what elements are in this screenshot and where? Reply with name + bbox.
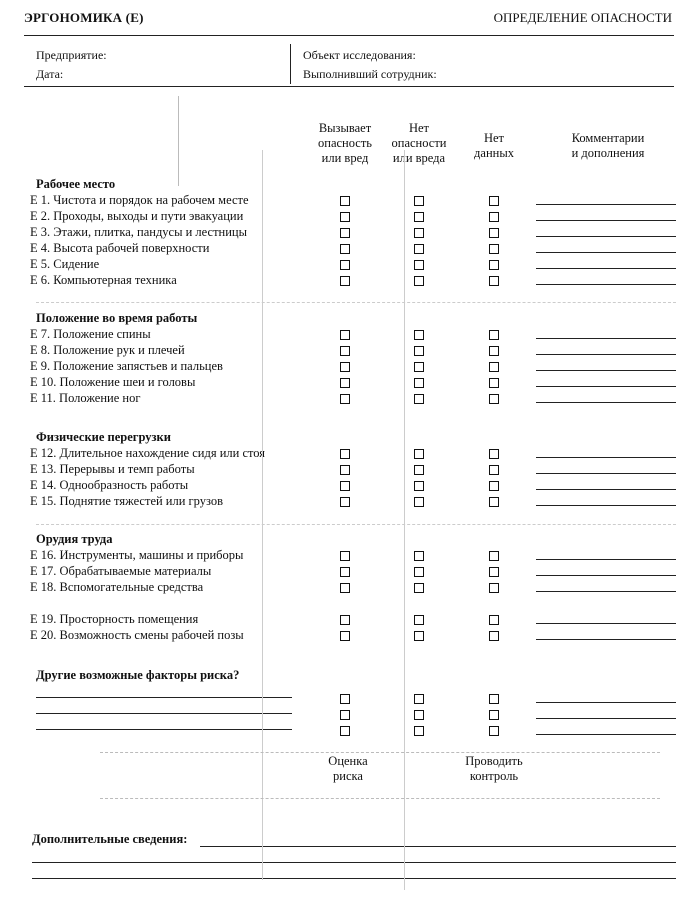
comment-line[interactable]: [536, 505, 676, 506]
additional-info-line-1[interactable]: [200, 846, 676, 847]
comment-line[interactable]: [536, 386, 676, 387]
meta-bottom-divider: [24, 86, 674, 87]
comment-line[interactable]: [536, 402, 676, 403]
column-header-comments: Комментарии и дополнения: [571, 131, 645, 160]
comment-line[interactable]: [536, 489, 676, 490]
no-hazard-checkbox[interactable]: [414, 260, 424, 270]
no-hazard-checkbox[interactable]: [414, 276, 424, 286]
section-title-tools: Орудия труда: [36, 532, 113, 546]
row-label-e4: E 4. Высота рабочей поверхности: [30, 241, 210, 255]
row-label-e7: E 7. Положение спины: [30, 327, 151, 341]
no-hazard-checkbox[interactable]: [414, 212, 424, 222]
comment-line[interactable]: [536, 718, 676, 719]
row-label-e15: E 15. Поднятие тяжестей или грузов: [30, 494, 224, 508]
row-label-e19: E 19. Просторность помещения: [30, 612, 199, 626]
scan-artifact: [404, 150, 405, 890]
scan-artifact: [100, 752, 660, 753]
hazard-checkbox[interactable]: [340, 330, 350, 340]
hazard-checkbox[interactable]: [340, 726, 350, 736]
no-data-checkbox[interactable]: [489, 694, 499, 704]
hazard-checkbox[interactable]: [340, 583, 350, 593]
hazard-checkbox[interactable]: [340, 567, 350, 577]
no-data-checkbox[interactable]: [489, 330, 499, 340]
hazard-checkbox[interactable]: [340, 710, 350, 720]
other-risks-title: Другие возможные факторы риска?: [36, 668, 240, 682]
comment-line[interactable]: [536, 370, 676, 371]
row-label-e12: E 12. Длительное нахождение сидя или стоя: [30, 446, 266, 460]
other-risk-line-3[interactable]: [36, 729, 292, 730]
comment-line[interactable]: [536, 559, 676, 560]
row-label-e16: E 16. Инструменты, машины и приборы: [30, 548, 244, 562]
row-label-e6: E 6. Компьютерная техника: [30, 273, 177, 287]
no-data-checkbox[interactable]: [489, 394, 499, 404]
no-hazard-checkbox[interactable]: [414, 362, 424, 372]
row-label-e18: E 18. Вспомогательные средства: [30, 580, 204, 594]
no-data-checkbox[interactable]: [489, 346, 499, 356]
no-data-checkbox[interactable]: [489, 276, 499, 286]
no-hazard-checkbox[interactable]: [414, 567, 424, 577]
no-hazard-checkbox[interactable]: [414, 583, 424, 593]
row-label-e10: E 10. Положение шеи и головы: [30, 375, 196, 389]
header-divider: [24, 35, 674, 36]
comment-line[interactable]: [536, 575, 676, 576]
no-hazard-checkbox[interactable]: [414, 726, 424, 736]
no-hazard-checkbox[interactable]: [414, 694, 424, 704]
hazard-checkbox[interactable]: [340, 394, 350, 404]
control-header: Проводить контроль: [465, 754, 523, 783]
hazard-checkbox[interactable]: [340, 260, 350, 270]
scan-artifact: [36, 524, 676, 525]
column-header-hazard: Вызывает опасность или вред: [318, 121, 372, 165]
form-title: ЭРГОНОМИКА (E): [24, 10, 144, 25]
no-data-checkbox[interactable]: [489, 378, 499, 388]
no-hazard-checkbox[interactable]: [414, 631, 424, 641]
row-label-e14: E 14. Однообразность работы: [30, 478, 189, 492]
no-hazard-checkbox[interactable]: [414, 465, 424, 475]
row-label-e1: E 1. Чистота и порядок на рабочем месте: [30, 193, 249, 207]
section-title-posture: Положение во время работы: [36, 311, 198, 325]
no-hazard-checkbox[interactable]: [414, 196, 424, 206]
hazard-checkbox[interactable]: [340, 346, 350, 356]
comment-line[interactable]: [536, 268, 676, 269]
no-data-checkbox[interactable]: [489, 196, 499, 206]
no-hazard-checkbox[interactable]: [414, 244, 424, 254]
object-label: Объект исследования:: [303, 48, 416, 62]
hazard-checkbox[interactable]: [340, 615, 350, 625]
comment-line[interactable]: [536, 702, 676, 703]
no-hazard-checkbox[interactable]: [414, 330, 424, 340]
other-risk-line-2[interactable]: [36, 713, 292, 714]
row-label-e11: E 11. Положение ног: [30, 391, 141, 405]
hazard-checkbox[interactable]: [340, 465, 350, 475]
employee-label: Выполнивший сотрудник:: [303, 67, 437, 81]
scan-artifact: [178, 96, 179, 186]
no-hazard-checkbox[interactable]: [414, 710, 424, 720]
row-label-e20: E 20. Возможность смены рабочей позы: [30, 628, 244, 642]
no-hazard-checkbox[interactable]: [414, 346, 424, 356]
no-data-checkbox[interactable]: [489, 567, 499, 577]
comment-line[interactable]: [536, 220, 676, 221]
row-label-e13: E 13. Перерывы и темп работы: [30, 462, 195, 476]
no-data-checkbox[interactable]: [489, 710, 499, 720]
hazard-checkbox[interactable]: [340, 378, 350, 388]
no-data-checkbox[interactable]: [489, 583, 499, 593]
no-hazard-checkbox[interactable]: [414, 615, 424, 625]
comment-line[interactable]: [536, 591, 676, 592]
hazard-checkbox[interactable]: [340, 449, 350, 459]
no-hazard-checkbox[interactable]: [414, 551, 424, 561]
scan-artifact: [36, 302, 676, 303]
hazard-checkbox[interactable]: [340, 362, 350, 372]
additional-info-line-2[interactable]: [32, 862, 676, 863]
no-data-checkbox[interactable]: [489, 726, 499, 736]
no-hazard-checkbox[interactable]: [414, 378, 424, 388]
scan-artifact: [262, 150, 263, 880]
no-data-checkbox[interactable]: [489, 481, 499, 491]
row-label-e17: E 17. Обрабатываемые материалы: [30, 564, 212, 578]
hazard-checkbox[interactable]: [340, 276, 350, 286]
additional-info-line-3[interactable]: [32, 878, 676, 879]
hazard-checkbox[interactable]: [340, 694, 350, 704]
comment-line[interactable]: [536, 354, 676, 355]
no-data-checkbox[interactable]: [489, 465, 499, 475]
no-data-checkbox[interactable]: [489, 631, 499, 641]
section-title-overload: Физические перегрузки: [36, 430, 171, 444]
comment-line[interactable]: [536, 473, 676, 474]
row-label-e8: E 8. Положение рук и плечей: [30, 343, 185, 357]
comment-line[interactable]: [536, 639, 676, 640]
section-title-workplace: Рабочее место: [36, 177, 116, 191]
no-data-checkbox[interactable]: [489, 497, 499, 507]
comment-line[interactable]: [536, 734, 676, 735]
no-data-checkbox[interactable]: [489, 615, 499, 625]
no-data-checkbox[interactable]: [489, 212, 499, 222]
comment-line[interactable]: [536, 204, 676, 205]
no-hazard-checkbox[interactable]: [414, 449, 424, 459]
additional-info-label: Дополнительные сведения:: [32, 832, 188, 846]
column-header-no-data: Нет данных: [474, 131, 514, 160]
hazard-checkbox[interactable]: [340, 212, 350, 222]
no-data-checkbox[interactable]: [489, 449, 499, 459]
date-label: Дата:: [36, 67, 64, 81]
comment-line[interactable]: [536, 338, 676, 339]
row-label-e3: E 3. Этажи, плитка, пандусы и лестницы: [30, 225, 248, 239]
form-subtitle: ОПРЕДЕЛЕНИЕ ОПАСНОСТИ: [493, 10, 672, 25]
comment-line[interactable]: [536, 457, 676, 458]
other-risk-line-1[interactable]: [36, 697, 292, 698]
row-label-e9: E 9. Положение запястьев и пальцев: [30, 359, 223, 373]
no-hazard-checkbox[interactable]: [414, 228, 424, 238]
hazard-checkbox[interactable]: [340, 497, 350, 507]
row-label-e2: E 2. Проходы, выходы и пути эвакуации: [30, 209, 244, 223]
comment-line[interactable]: [536, 236, 676, 237]
hazard-checkbox[interactable]: [340, 196, 350, 206]
no-data-checkbox[interactable]: [489, 260, 499, 270]
meta-divider: [290, 44, 291, 84]
enterprise-label: Предприятие:: [36, 48, 107, 62]
comment-line[interactable]: [536, 623, 676, 624]
no-data-checkbox[interactable]: [489, 228, 499, 238]
no-data-checkbox[interactable]: [489, 551, 499, 561]
no-hazard-checkbox[interactable]: [414, 394, 424, 404]
scan-artifact: [100, 798, 660, 799]
risk-assessment-header: Оценка риска: [328, 754, 368, 783]
hazard-checkbox[interactable]: [340, 551, 350, 561]
row-label-e5: E 5. Сидение: [30, 257, 100, 271]
no-data-checkbox[interactable]: [489, 362, 499, 372]
no-data-checkbox[interactable]: [489, 244, 499, 254]
no-hazard-checkbox[interactable]: [414, 497, 424, 507]
hazard-checkbox[interactable]: [340, 481, 350, 491]
hazard-checkbox[interactable]: [340, 244, 350, 254]
hazard-checkbox[interactable]: [340, 631, 350, 641]
comment-line[interactable]: [536, 284, 676, 285]
hazard-checkbox[interactable]: [340, 228, 350, 238]
column-header-no-hazard: Нет опасности или вреда: [391, 121, 447, 165]
comment-line[interactable]: [536, 252, 676, 253]
no-hazard-checkbox[interactable]: [414, 481, 424, 491]
